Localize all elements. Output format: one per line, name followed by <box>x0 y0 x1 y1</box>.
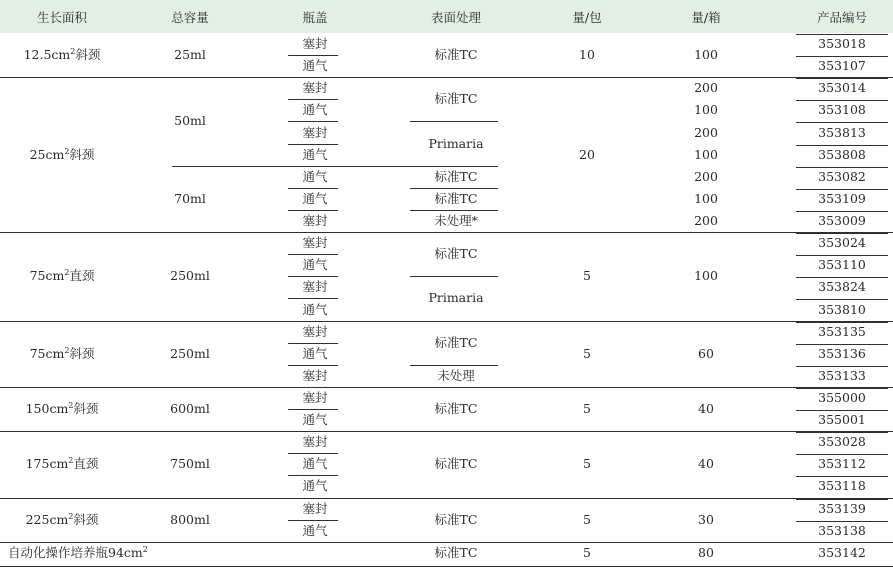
treatment-cell: 标准TC <box>434 544 478 560</box>
cap-cell: 通气 <box>302 301 328 317</box>
product-code-cell: 353813 <box>818 124 866 140</box>
treatment-divider <box>410 188 498 189</box>
per-case-cell: 30 <box>698 511 714 527</box>
code-divider <box>796 344 888 345</box>
per-case-cell: 200 <box>694 124 718 140</box>
treatment-divider <box>410 276 498 277</box>
product-code-cell: 355001 <box>818 412 866 428</box>
cap-cell: 塞封 <box>302 124 328 140</box>
cap-divider <box>288 276 338 277</box>
code-divider <box>796 388 888 389</box>
area-superscript: 2 <box>70 46 76 56</box>
product-code-cell: 353133 <box>818 367 866 383</box>
product-code-cell: 353110 <box>818 257 866 273</box>
group-separator <box>0 431 893 432</box>
code-divider <box>796 100 888 101</box>
cap-divider <box>288 343 338 344</box>
area-value: 12.5cm <box>23 47 71 63</box>
volume-cell: 600ml <box>170 401 210 417</box>
area-value: 150cm <box>25 401 69 417</box>
volume-cell: 800ml <box>170 511 210 527</box>
code-divider <box>796 233 888 234</box>
cap-divider <box>288 188 338 189</box>
treatment-cell: 标准TC <box>434 334 478 350</box>
treatment-cell: 标准TC <box>434 91 478 107</box>
cap-cell: 通气 <box>302 146 328 162</box>
column-header: 产品编号 <box>816 10 868 25</box>
code-divider <box>796 145 888 146</box>
per-case-cell: 100 <box>694 47 718 63</box>
area-superscript: 2 <box>142 544 148 554</box>
per-case-cell: 100 <box>694 102 718 118</box>
group-separator <box>0 321 893 322</box>
product-code-cell: 353142 <box>818 544 866 560</box>
cap-cell: 塞封 <box>302 323 328 339</box>
code-divider <box>796 432 888 433</box>
per-case-cell: 200 <box>694 80 718 96</box>
group-separator <box>0 77 893 78</box>
product-code-cell: 353018 <box>818 36 866 52</box>
treatment-cell: 标准TC <box>434 168 478 184</box>
code-divider <box>796 211 888 212</box>
group-separator <box>0 498 893 499</box>
growth-area-cell <box>26 402 99 416</box>
treatment-cell: 标准TC <box>434 246 478 262</box>
growth-area-cell <box>24 48 101 62</box>
area-value: 175cm <box>25 456 69 472</box>
treatment-divider <box>410 166 498 167</box>
cap-cell: 通气 <box>302 412 328 428</box>
cap-cell: 通气 <box>302 478 328 494</box>
volume-cell: 70ml <box>174 190 206 206</box>
per-case-cell: 60 <box>698 345 714 361</box>
cap-cell: 塞封 <box>302 279 328 295</box>
cap-divider <box>288 55 338 56</box>
treatment-cell: 标准TC <box>434 47 478 63</box>
area-superscript: 2 <box>64 345 70 355</box>
cap-cell: 通气 <box>302 345 328 361</box>
treatment-cell: 标准TC <box>434 401 478 417</box>
treatment-cell: 标准TC <box>434 511 478 527</box>
cap-divider <box>288 121 338 122</box>
per-case-cell: 100 <box>694 268 718 284</box>
cap-cell: 塞封 <box>302 213 328 229</box>
cap-cell: 通气 <box>302 168 328 184</box>
product-code-cell: 353024 <box>818 235 866 251</box>
per-pack-cell: 5 <box>583 268 591 284</box>
cap-divider <box>288 99 338 100</box>
code-divider <box>796 122 888 123</box>
product-code-cell: 353118 <box>818 478 866 494</box>
code-divider <box>796 255 888 256</box>
treatment-cell: 标准TC <box>434 456 478 472</box>
product-code-cell: 353107 <box>818 58 866 74</box>
treatment-cell: 未处理* <box>434 213 478 229</box>
volume-cell: 250ml <box>170 268 210 284</box>
per-pack-cell: 5 <box>583 456 591 472</box>
area-value: 75cm <box>29 345 65 361</box>
automation-flask-label <box>8 546 148 560</box>
cap-divider <box>288 210 338 211</box>
column-header: 量/箱 <box>691 10 721 25</box>
cap-cell: 通气 <box>302 522 328 538</box>
treatment-divider <box>410 365 498 366</box>
column-header: 生长面积 <box>36 10 88 25</box>
product-code-cell: 355000 <box>818 389 866 405</box>
treatment-cell: 未处理 <box>437 367 475 383</box>
code-divider <box>796 454 888 455</box>
growth-area-cell <box>30 269 95 283</box>
code-divider <box>796 277 888 278</box>
product-code-cell: 353138 <box>818 522 866 538</box>
per-pack-cell: 20 <box>579 146 595 162</box>
product-code-cell: 353009 <box>818 213 866 229</box>
per-case-cell: 200 <box>694 168 718 184</box>
code-divider <box>796 410 888 411</box>
code-divider <box>796 167 888 168</box>
per-pack-cell: 5 <box>583 511 591 527</box>
code-divider <box>796 366 888 367</box>
column-header: 量/包 <box>572 10 602 25</box>
code-divider <box>796 476 888 477</box>
growth-area-cell <box>30 347 95 361</box>
product-code-cell: 353139 <box>818 500 866 516</box>
neck-type: 斜颈 <box>73 401 99 417</box>
per-case-cell: 40 <box>698 456 714 472</box>
neck-type: 斜颈 <box>75 47 101 63</box>
treatment-divider <box>410 210 498 211</box>
product-code-cell: 353810 <box>818 301 866 317</box>
group-separator <box>0 542 893 543</box>
cap-cell: 塞封 <box>302 500 328 516</box>
neck-type: 直颈 <box>73 456 99 472</box>
code-divider <box>796 34 888 35</box>
group-separator <box>0 387 893 388</box>
cap-cell: 通气 <box>302 58 328 74</box>
treatment-cell: 标准TC <box>434 190 478 206</box>
volume-cell: 25ml <box>174 47 206 63</box>
area-superscript: 2 <box>68 456 74 466</box>
product-code-cell: 353135 <box>818 323 866 339</box>
neck-type: 斜颈 <box>69 146 95 162</box>
cap-cell: 通气 <box>302 190 328 206</box>
neck-type: 直颈 <box>69 268 95 284</box>
product-code-cell: 353808 <box>818 146 866 162</box>
volume-cell: 250ml <box>170 345 210 361</box>
column-header: 总容量 <box>171 10 209 25</box>
code-divider <box>796 78 888 79</box>
neck-type: 斜颈 <box>69 345 95 361</box>
product-code-cell: 353824 <box>818 279 866 295</box>
cap-divider <box>288 475 338 476</box>
cap-cell: 塞封 <box>302 367 328 383</box>
code-divider <box>796 499 888 500</box>
volume-cell: 50ml <box>174 113 206 129</box>
cap-cell: 塞封 <box>302 36 328 52</box>
per-case-cell: 100 <box>694 190 718 206</box>
column-header: 瓶盖 <box>302 10 328 25</box>
cap-cell: 塞封 <box>302 389 328 405</box>
product-code-cell: 353028 <box>818 434 866 450</box>
automation-flask-text: 自动化操作培养瓶94cm <box>8 544 143 560</box>
growth-area-cell <box>26 513 99 527</box>
per-pack-cell: 5 <box>583 544 591 560</box>
cap-cell: 塞封 <box>302 235 328 251</box>
per-pack-cell: 5 <box>583 401 591 417</box>
cap-divider <box>288 166 338 167</box>
cap-divider <box>288 144 338 145</box>
cap-cell: 塞封 <box>302 80 328 96</box>
per-case-cell: 100 <box>694 146 718 162</box>
area-superscript: 2 <box>64 146 70 156</box>
growth-area-cell <box>30 148 95 162</box>
cap-divider <box>288 254 338 255</box>
cap-cell: 塞封 <box>302 434 328 450</box>
cap-cell: 通气 <box>302 102 328 118</box>
product-code-cell: 353082 <box>818 168 866 184</box>
cap-divider <box>288 298 338 299</box>
area-superscript: 2 <box>68 400 74 410</box>
cap-cell: 通气 <box>302 257 328 273</box>
treatment-divider <box>410 121 498 122</box>
product-code-cell: 353112 <box>818 456 866 472</box>
growth-area-cell <box>26 457 99 471</box>
cap-divider <box>288 520 338 521</box>
cap-divider <box>288 409 338 410</box>
area-superscript: 2 <box>64 268 70 278</box>
per-pack-cell: 5 <box>583 345 591 361</box>
code-divider <box>796 189 888 190</box>
treatment-cell: Primaria <box>428 290 484 306</box>
volume-cell: 750ml <box>170 456 210 472</box>
product-code-cell: 353109 <box>818 190 866 206</box>
code-divider <box>796 322 888 323</box>
per-pack-cell: 10 <box>579 47 595 63</box>
area-superscript: 2 <box>68 511 74 521</box>
product-code-cell: 353108 <box>818 102 866 118</box>
area-value: 225cm <box>25 511 69 527</box>
area-value: 25cm <box>29 146 65 162</box>
per-case-cell: 80 <box>698 544 714 560</box>
per-case-cell: 200 <box>694 213 718 229</box>
group-separator <box>0 232 893 233</box>
cap-divider <box>288 453 338 454</box>
cap-divider <box>288 365 338 366</box>
code-divider <box>796 56 888 57</box>
code-divider <box>796 521 888 522</box>
treatment-cell: Primaria <box>428 135 484 151</box>
neck-type: 斜颈 <box>73 511 99 527</box>
column-header: 表面处理 <box>430 10 482 25</box>
cap-cell: 通气 <box>302 456 328 472</box>
product-code-cell: 353014 <box>818 80 866 96</box>
code-divider <box>796 299 888 300</box>
product-code-cell: 353136 <box>818 345 866 361</box>
area-value: 75cm <box>29 268 65 284</box>
per-case-cell: 40 <box>698 401 714 417</box>
